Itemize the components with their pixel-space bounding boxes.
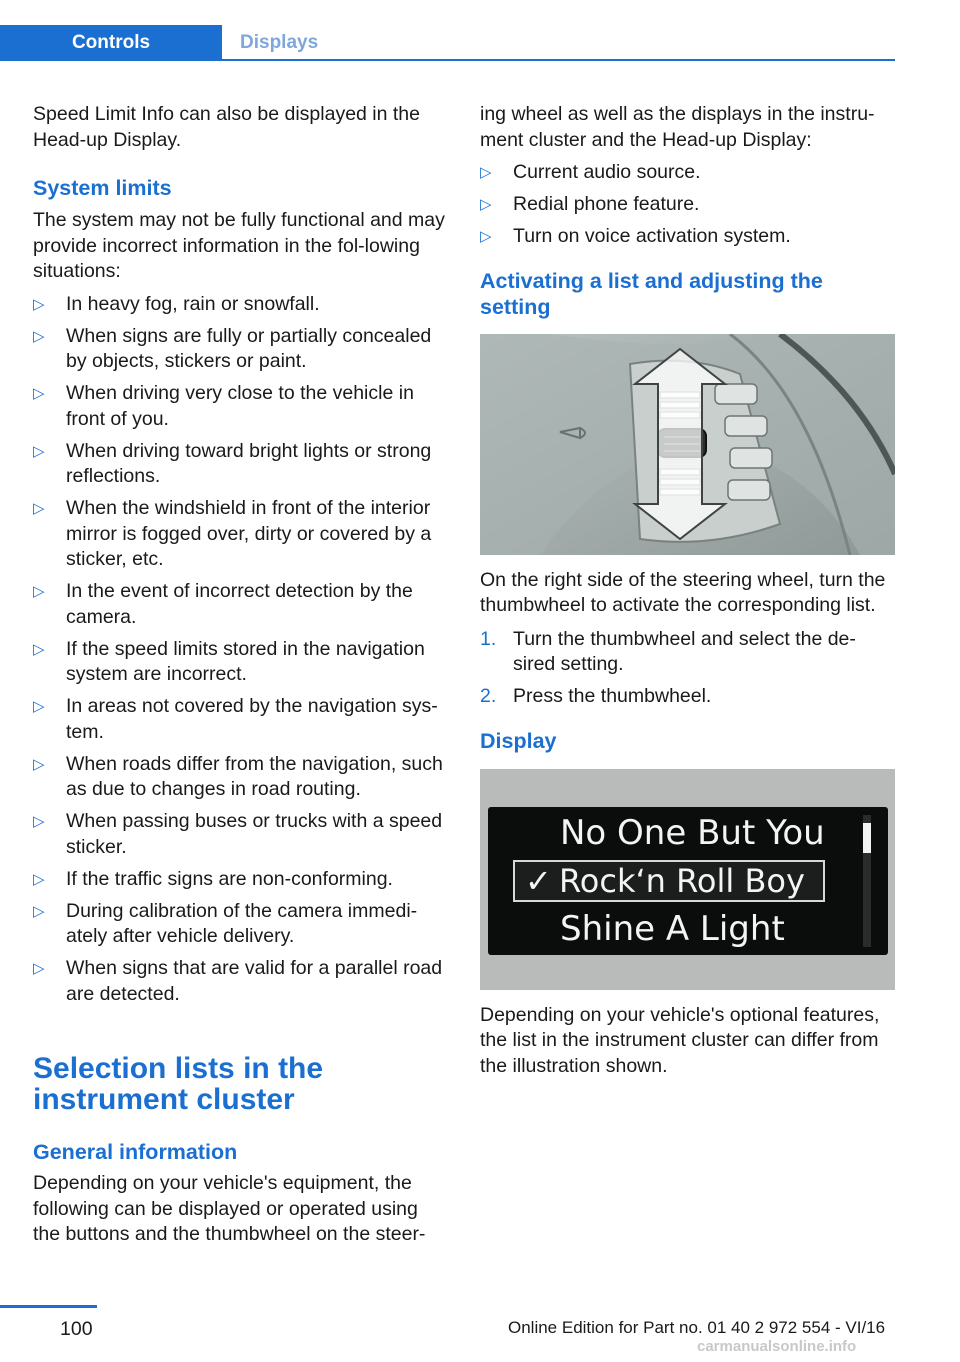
- list-item: ▷ If the speed limits stored in the navigation system are incorrect.: [33, 637, 425, 685]
- selection-lists-heading: Selection lists in the instrument cluster: [33, 1052, 324, 1116]
- tab-controls[interactable]: Controls: [0, 25, 222, 61]
- triangle-bullet-icon: ▷: [33, 500, 45, 517]
- triangle-bullet-icon: ▷: [33, 295, 45, 313]
- list-item: ▷ In the event of incorrect detection by the camera.: [33, 580, 413, 628]
- system-limits-paragraph: The system may not be fully functional and may provide incorrect information in the fol‐lowing situations:: [33, 209, 445, 282]
- list-item: ▷ Current audio source.: [480, 160, 895, 186]
- activating-list-paragraph: On the right side of the steering wheel, turn the thumbwheel to activate the corresponding list.: [480, 568, 886, 616]
- left-column: [33, 102, 448, 1248]
- display-paragraph: Depending on your vehicle's optional features, the list in the instrument cluster can differ from the illustration shown.: [480, 1003, 880, 1077]
- list-item: 2. Press the thumbwheel.: [480, 684, 895, 710]
- watermark: carmanualsonline.info: [697, 1338, 857, 1355]
- page-number: 100: [60, 1318, 93, 1340]
- cluster-features-list: [480, 160, 895, 250]
- display-item-2: Rock‘n Roll Boy: [559, 861, 805, 900]
- steering-wheel-thumbwheel-icon: [480, 334, 895, 555]
- triangle-bullet-icon: ▷: [33, 698, 45, 715]
- general-information-paragraph: Depending on your vehicle's equipment, the following can be displayed or operated using the buttons and the thumbwheel on the steer‐: [33, 1172, 426, 1245]
- triangle-bullet-icon: ▷: [33, 902, 45, 920]
- list-item: ▷ When roads differ from the navigation, such as due to changes in road routing.: [33, 752, 443, 800]
- triangle-bullet-icon: ▷: [33, 327, 45, 345]
- display-heading: Display: [480, 728, 557, 753]
- continued-paragraph: ing wheel as well as the displays in the instru‐ment cluster and the Head-up Display:: [480, 103, 875, 151]
- list-item: ▷ Turn on voice activation system.: [480, 224, 895, 250]
- list-item: ▷ During calibration of the camera immedi‐ately after vehicle delivery.: [33, 899, 418, 947]
- list-item: ▷ When signs that are valid for a parallel road are detected.: [33, 957, 443, 1005]
- display-item-1: No One But You: [560, 812, 825, 853]
- step-number: 2.: [480, 685, 497, 707]
- list-item: 1. Turn the thumbwheel and select the de‐sired setting.: [480, 627, 856, 675]
- activating-steps-list: [480, 627, 895, 710]
- list-item: ▷ When passing buses or trucks with a speed sticker.: [33, 810, 443, 858]
- display-selected-item: [513, 860, 825, 902]
- system-limits-heading: System limits: [33, 176, 172, 200]
- list-item: ▷ If the traffic signs are non-conforming.: [33, 867, 448, 893]
- triangle-bullet-icon: ▷: [33, 755, 45, 773]
- list-item: ▷ When driving very close to the vehicle in front of you.: [33, 382, 414, 430]
- triangle-bullet-icon: ▷: [480, 196, 492, 213]
- steering-wheel-illustration: [480, 334, 895, 555]
- list-item: ▷ In areas not covered by the navigation sys‐tem.: [33, 695, 438, 743]
- triangle-bullet-icon: ▷: [480, 228, 492, 245]
- general-information-heading: General information: [33, 1140, 238, 1164]
- triangle-bullet-icon: ▷: [480, 164, 492, 181]
- header-rule: [222, 59, 895, 61]
- intro-paragraph: Speed Limit Info can also be displayed in the Head-up Display.: [33, 103, 421, 151]
- display-scrollbar: [863, 815, 871, 947]
- display-item-3: Shine A Light: [560, 908, 785, 949]
- triangle-bullet-icon: ▷: [33, 870, 45, 888]
- list-item: ▷ In heavy fog, rain or snowfall.: [33, 292, 448, 318]
- triangle-bullet-icon: ▷: [33, 640, 45, 658]
- checkmark-icon: ✓: [525, 862, 552, 899]
- triangle-bullet-icon: ▷: [33, 960, 45, 977]
- triangle-bullet-icon: ▷: [33, 385, 45, 402]
- list-item: ▷ When driving toward bright lights or strong reflections.: [33, 439, 432, 487]
- triangle-bullet-icon: ▷: [33, 583, 45, 600]
- footer-rule: [0, 1305, 97, 1308]
- display-scrollbar-thumb: [863, 823, 871, 853]
- edition-footer: Online Edition for Part no. 01 40 2 972 554 - VI/16: [508, 1318, 886, 1337]
- right-column: [480, 102, 895, 1079]
- system-limits-list: [33, 292, 448, 1008]
- list-item: ▷ When signs are fully or partially concealed by objects, stickers or paint.: [33, 324, 432, 372]
- cluster-display-illustration: [480, 769, 895, 990]
- activating-list-heading: Activating a list and adjusting the setting: [480, 268, 823, 319]
- list-item: ▷ Redial phone feature.: [480, 192, 895, 218]
- triangle-bullet-icon: ▷: [33, 442, 45, 460]
- chapter-tabs: [0, 0, 895, 62]
- list-item: ▷ When the windshield in front of the interior mirror is fogged over, dirty or covered by a sticker, etc.: [33, 497, 432, 570]
- step-number: 1.: [480, 627, 497, 650]
- display-screen: [488, 807, 888, 955]
- triangle-bullet-icon: ▷: [33, 813, 45, 830]
- tab-displays[interactable]: Displays: [240, 32, 319, 53]
